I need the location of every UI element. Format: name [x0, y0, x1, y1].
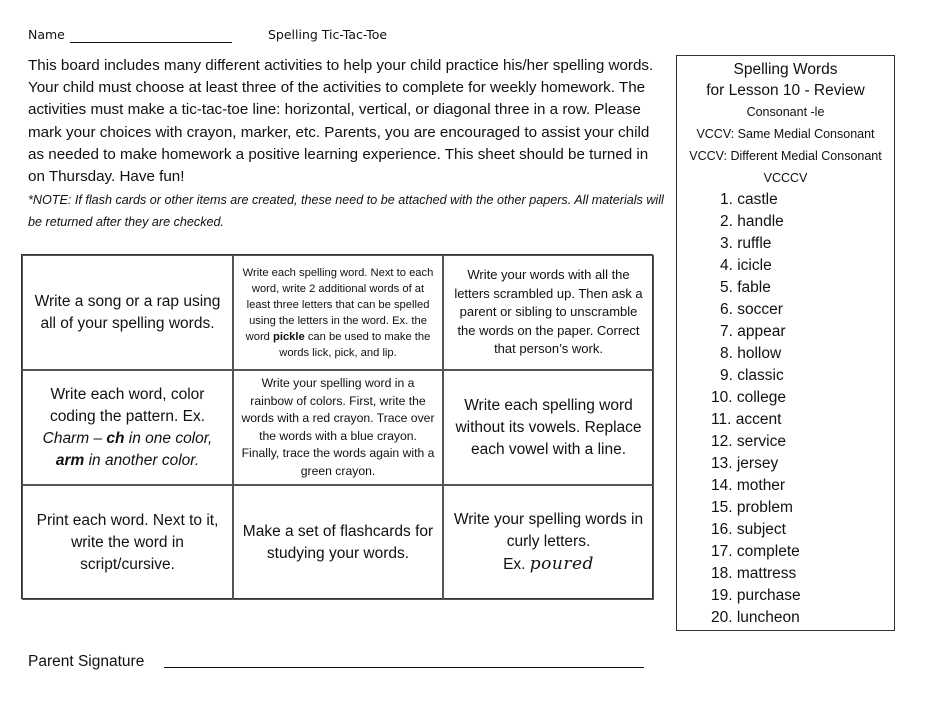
board-cell-1-text: Write a song or a rap using all of your spelling words. [34, 292, 221, 332]
spelling-word-list [677, 189, 894, 629]
words-box-title: Spelling Words [733, 61, 838, 78]
spelling-word: 11. accent [711, 411, 782, 428]
board-cell-2[interactable] [233, 255, 443, 370]
board-cell-9[interactable] [443, 485, 654, 600]
instructions-paragraph: This board includes many different activities to help your child practice his/her spelling words. Your child must choose at least three of the activities to complete for weekly homework. The activities must make a tic-tac-toe line: horizontal, vertical, or diagonal three in a row. Please mark your choices with crayon, marker, etc. Parents, you are encouraged to assist your child as needed to make homework a positive learning experience. This sheet should be turned in on Thursday. Have fun! [28, 57, 654, 186]
spelling-word: 3. ruffle [720, 235, 772, 252]
spelling-word: 20. luncheon [711, 609, 800, 626]
tic-tac-toe-board [21, 254, 653, 599]
board-cell-6[interactable] [443, 370, 654, 485]
spelling-word: 19. purchase [711, 587, 801, 604]
spelling-word: 2. handle [720, 213, 784, 230]
board-cell-5[interactable] [233, 370, 443, 485]
parent-signature-line[interactable] [164, 667, 644, 668]
spelling-word: 4. icicle [720, 257, 772, 274]
board-cell-6-text: Write each spelling word without its vowels. Replace each vowel with a line. [455, 396, 642, 458]
spelling-word: 7. appear [720, 323, 786, 340]
board-cell-7-text: Print each word. Next to it, write the word in script/cursive. [36, 511, 219, 573]
spelling-word: 17. complete [711, 543, 800, 560]
spelling-word: 18. mattress [711, 565, 797, 582]
board-cell-3-text: Write your words with all the letters scrambled up. Then ask a parent or sibling to unscramble the words on the paper. Correct that person’s work. [454, 267, 643, 357]
board-cell-7[interactable] [22, 485, 233, 600]
spelling-word: 13. jersey [711, 455, 779, 472]
name-field-line[interactable] [70, 42, 232, 43]
spelling-words-box [676, 55, 895, 631]
board-cell-8[interactable] [233, 485, 443, 600]
spelling-word: 16. subject [711, 521, 786, 538]
pattern-item: VCCV: Same Medial Consonant [696, 127, 875, 141]
spelling-word: 10. college [711, 389, 786, 406]
board-cell-3[interactable] [443, 255, 654, 370]
name-label: Name [28, 27, 65, 42]
spelling-word: 12. service [711, 433, 786, 450]
pattern-item: VCCCV [763, 171, 808, 185]
spelling-word: 15. problem [711, 499, 793, 516]
words-box-lesson: for Lesson 10 - Review [706, 82, 865, 99]
spelling-word: 5. fable [720, 279, 771, 296]
parent-signature-label: Parent Signature [28, 653, 145, 670]
spelling-word: 6. soccer [720, 301, 783, 318]
spelling-word: 9. classic [720, 367, 784, 384]
board-cell-8-text: Make a set of flashcards for studying your words. [242, 522, 434, 562]
board-cell-5-text: Write your spelling word in a rainbow of colors. First, write the words with a red crayon. Trace over the words with a blue crayon. Finally, trace the words again with a green crayon. [241, 376, 435, 478]
note-paragraph: *NOTE: If flash cards or other items are created, these need to be attached with the other papers. All materials will be returned after they are checked. [28, 193, 664, 229]
page-title: Spelling Tic-Tac-Toe [268, 27, 388, 42]
board-cell-1[interactable] [22, 255, 233, 370]
board-cell-4[interactable] [22, 370, 233, 485]
spelling-word: 8. hollow [720, 345, 782, 362]
pattern-item: VCCV: Different Medial Consonant [689, 149, 882, 163]
board-cell-2-text: Write each spelling word. Next to each word, write 2 additional words of at least three letters that can be spelled using the letters in the word. Ex. the word pickle can be used to make the words lick, pick, and lip. [242, 266, 434, 359]
curly-letters-example: poured [529, 554, 594, 574]
pattern-item: Consonant -le [746, 105, 825, 119]
board-cell-4-text: Write each word, color coding the pattern. Ex. Charm – ch in one color, arm in another color. [42, 385, 213, 469]
board-cell-9-text: Write your spelling words in curly letters. Ex. poured [453, 511, 644, 574]
spelling-word: 1. castle [720, 191, 778, 208]
spelling-word: 14. mother [711, 477, 786, 494]
